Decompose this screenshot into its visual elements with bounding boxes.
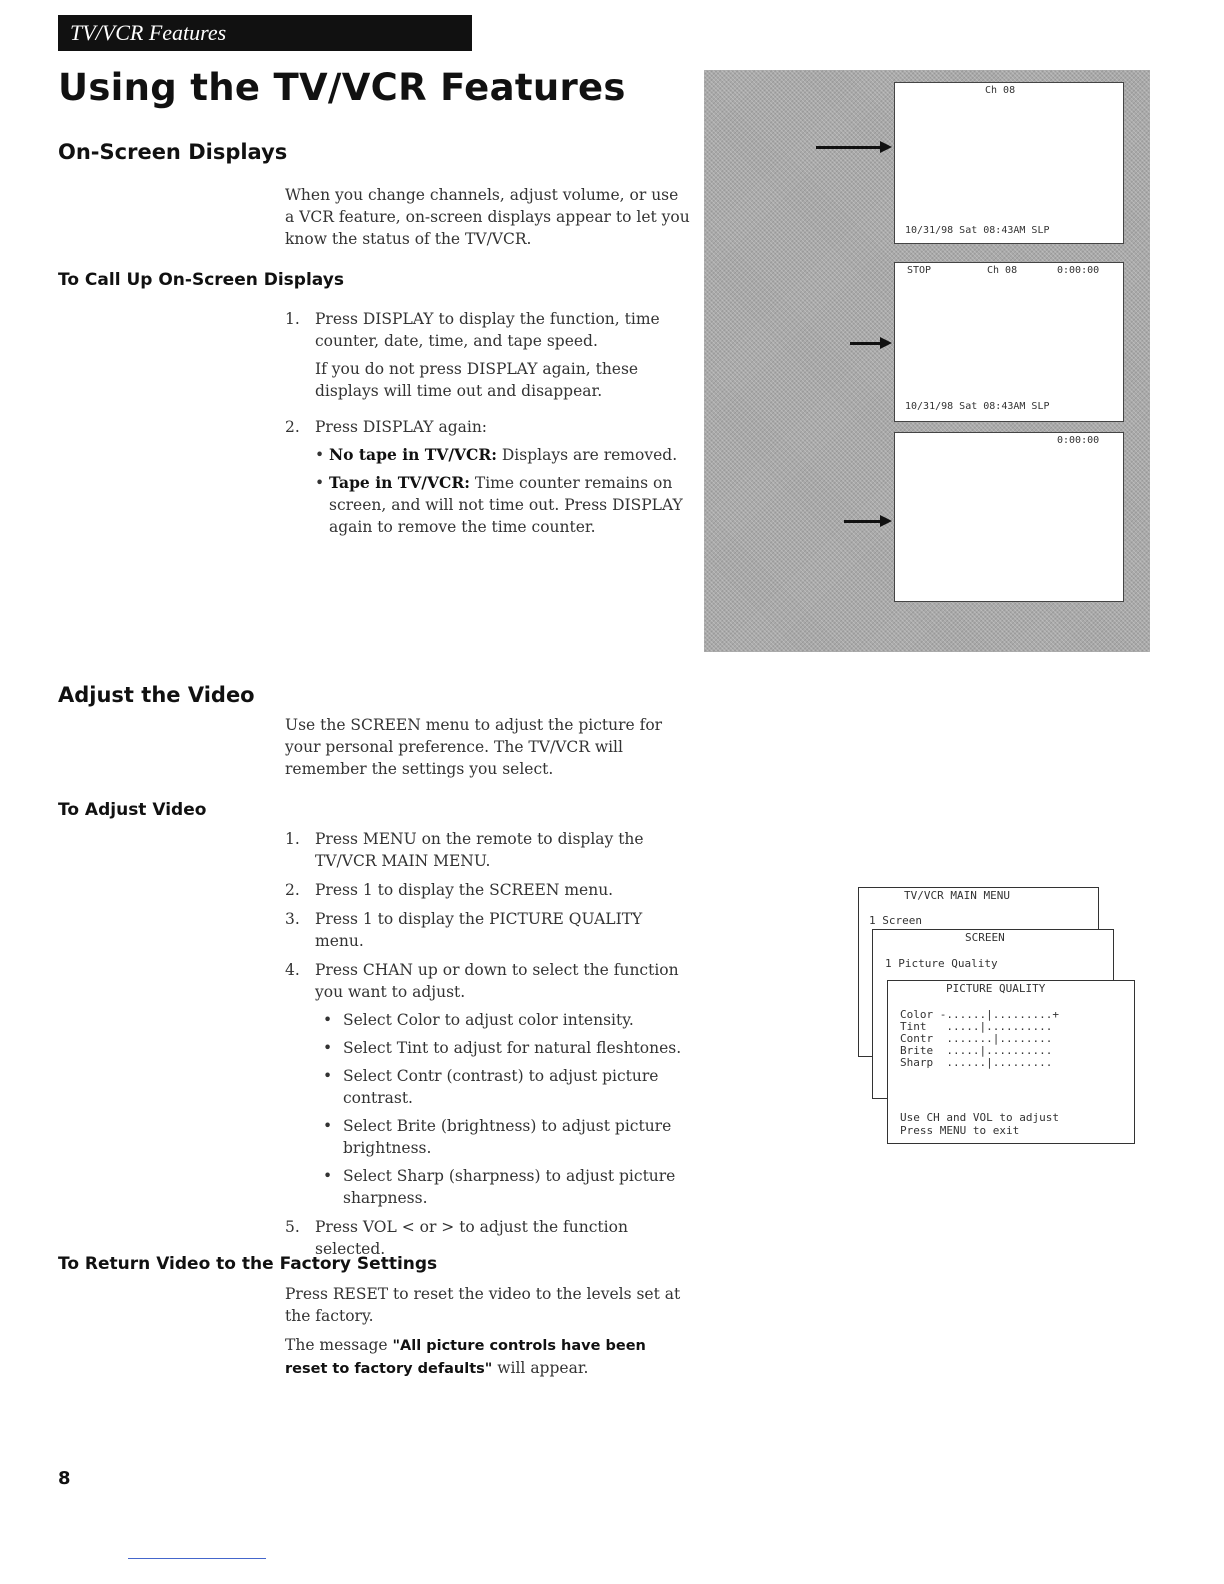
- page-title: Using the TV/VCR Features: [58, 66, 626, 109]
- factory-settings-text: [285, 1283, 685, 1387]
- message-lead: The message: [285, 1336, 393, 1354]
- call-up-steps: [285, 308, 690, 545]
- picture-quality-help-2: Press MENU to exit: [900, 1124, 1020, 1137]
- list-item: • Select Color to adjust color intensity.: [315, 1009, 690, 1031]
- picture-quality-menu-screen: [887, 980, 1135, 1144]
- factory-settings-p1: Press RESET to reset the video to the levels set at the factory.: [285, 1285, 681, 1325]
- factory-settings-heading: To Return Video to the Factory Settings: [58, 1254, 438, 1274]
- screen-function: STOP: [907, 265, 932, 276]
- step-text: Press DISPLAY to display the function, time counter, date, time, and tape speed.: [315, 310, 660, 350]
- main-menu-title: TV/VCR MAIN MENU: [904, 889, 1010, 902]
- adjust-step: [285, 828, 690, 872]
- step-number: 4.: [285, 961, 300, 979]
- step-number: 5.: [285, 1218, 300, 1236]
- bullet-text: Displays are removed.: [496, 446, 678, 464]
- screen-channel: Ch 08: [987, 265, 1018, 276]
- call-up-heading: To Call Up On-Screen Displays: [58, 270, 344, 290]
- screen-channel: Ch 08: [985, 85, 1016, 96]
- footer-rule: [128, 1558, 266, 1559]
- main-menu-item: 1 Screen: [869, 914, 922, 927]
- onscreen-heading: On-Screen Displays: [58, 140, 288, 164]
- bullet-text: Time counter remains on screen, and will not time out. Press DISPLAY again to remove the time counter.: [329, 474, 683, 536]
- picture-quality-title: PICTURE QUALITY: [946, 982, 1046, 995]
- section-tab: TV/VCR Features: [58, 15, 472, 51]
- onscreen-intro-text: When you change channels, adjust volume, or use a VCR feature, on-screen displays appear to let you know the status of the TV/VCR.: [285, 186, 690, 248]
- list-item: • Select Brite (brightness) to adjust picture brightness.: [315, 1115, 690, 1159]
- display-screen-2: [894, 262, 1124, 422]
- screen-menu-title: SCREEN: [965, 931, 1005, 944]
- bullet-lead: No tape in TV/VCR:: [329, 445, 497, 464]
- screen-status-line: 10/31/98 Sat 08:43AM SLP: [905, 401, 1050, 412]
- list-item: [315, 444, 690, 466]
- step-number: 2.: [285, 418, 300, 436]
- display-screen-1: [894, 82, 1124, 244]
- video-intro-text: Use the SCREEN menu to adjust the picture for your personal preference. The TV/VCR will remember the settings you select.: [285, 716, 663, 778]
- step-text: Press 1 to display the SCREEN menu.: [315, 881, 614, 899]
- page-number: 8: [58, 1468, 71, 1489]
- list-item: • Select Contr (contrast) to adjust picture contrast.: [315, 1065, 690, 1109]
- arrow-right-icon: [844, 520, 884, 523]
- list-item: • Select Tint to adjust for natural fleshtones.: [315, 1037, 690, 1059]
- screen-status-line: 10/31/98 Sat 08:43AM SLP: [905, 225, 1050, 236]
- picture-quality-levels: Color -......|.........+ Tint .....|.......... Contr .......|........ Brite .....|.......... Sharp ......|.........: [900, 1008, 1059, 1069]
- call-up-step-2: [285, 416, 690, 538]
- onscreen-illustration-panel: [704, 70, 1150, 652]
- step-number: 2.: [285, 881, 300, 899]
- adjust-step: [285, 879, 690, 901]
- adjust-step: [285, 908, 690, 952]
- screen-counter: 0:00:00: [1057, 435, 1100, 446]
- screen-menu-item: 1 Picture Quality: [885, 957, 998, 970]
- message-tail: will appear.: [492, 1359, 589, 1377]
- step-text: Press 1 to display the PICTURE QUALITY menu.: [315, 910, 643, 950]
- screen-counter: 0:00:00: [1057, 265, 1100, 276]
- step-text: Press MENU on the remote to display the TV/VCR MAIN MENU.: [315, 830, 644, 870]
- step-number: 3.: [285, 910, 300, 928]
- factory-settings-p2: [285, 1334, 685, 1380]
- step-number: 1.: [285, 830, 300, 848]
- list-item: • Select Sharp (sharpness) to adjust picture sharpness.: [315, 1165, 690, 1209]
- adjust-step: [285, 959, 690, 1209]
- bullet-lead: Tape in TV/VCR:: [329, 473, 470, 492]
- step-text: Press CHAN up or down to select the function you want to adjust.: [315, 961, 679, 1001]
- arrow-right-icon: [816, 146, 884, 149]
- display-screen-3: [894, 432, 1124, 602]
- call-up-step-1: [285, 308, 690, 402]
- adjust-video-steps: [285, 828, 690, 1267]
- step-text: Press DISPLAY again:: [315, 418, 488, 436]
- step-text: Press VOL < or > to adjust the function selected.: [315, 1218, 628, 1258]
- list-item: [315, 472, 690, 538]
- message-text: "All picture controls have been reset to factory defaults": [285, 1338, 646, 1377]
- arrow-right-icon: [850, 342, 884, 345]
- video-heading: Adjust the Video: [58, 683, 255, 707]
- picture-quality-help-1: Use CH and VOL to adjust: [900, 1111, 1059, 1124]
- adjust-video-heading: To Adjust Video: [58, 800, 207, 820]
- step-number: 1.: [285, 310, 300, 328]
- step-note: If you do not press DISPLAY again, these displays will time out and disappear.: [315, 360, 639, 400]
- onscreen-intro: [285, 184, 690, 257]
- video-intro: [285, 714, 680, 787]
